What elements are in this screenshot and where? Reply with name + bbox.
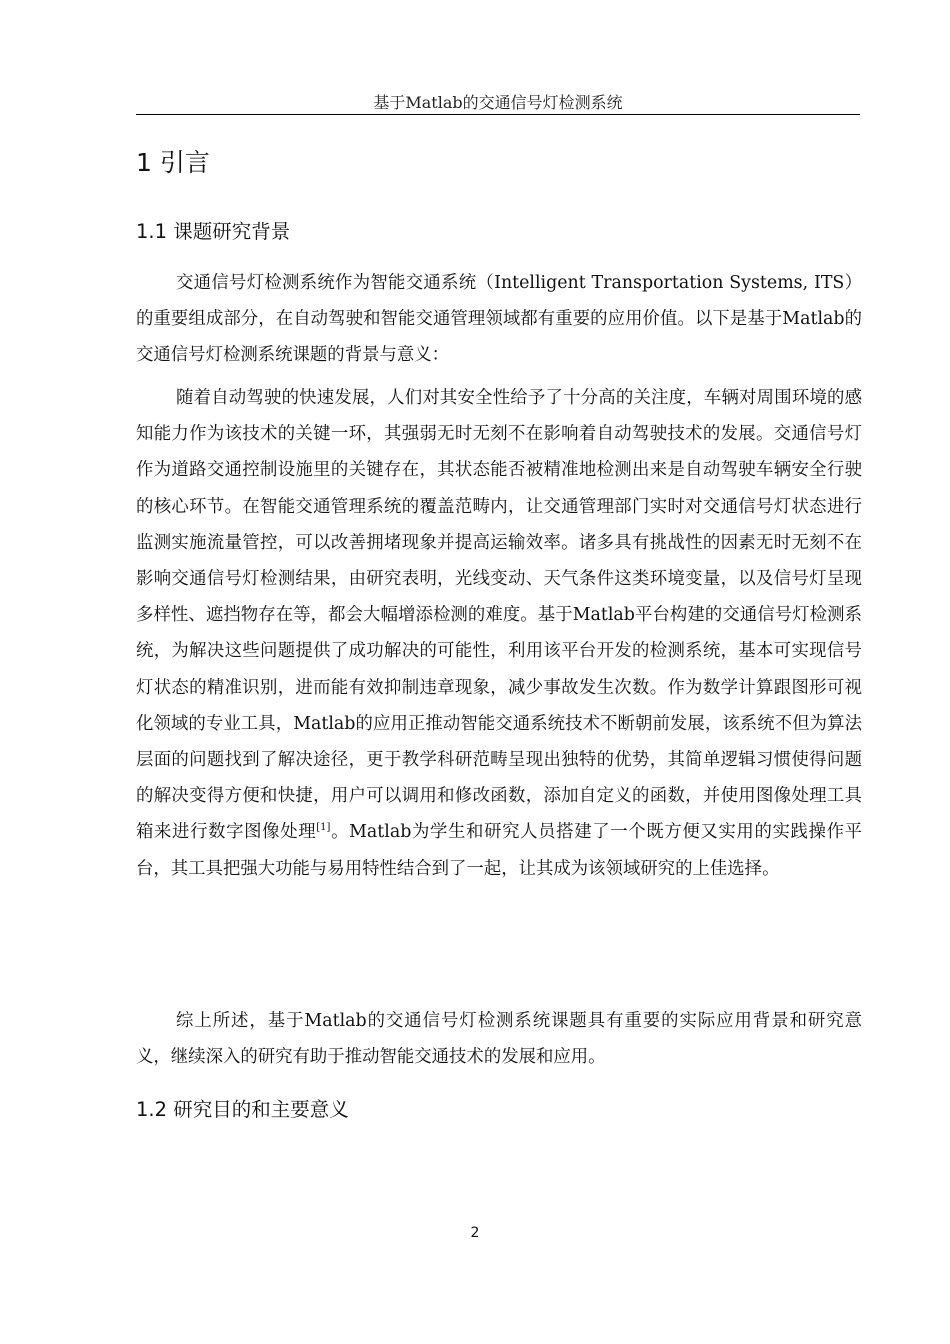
paragraph-2-text-b: 。Matlab为学生和研究人员搭建了一个既方便又实用的实践操作平台，其工具把强大功能与易用特性结合到了一起，让其成为该领域研究的上佳选择。: [136, 822, 862, 879]
paragraph-1: 交通信号灯检测系统作为智能交通系统（Intelligent Transportation Systems, ITS）的重要组成部分，在自动驾驶和智能交通管理领域都有重要的应用价值。以下是基于Matlab的交通信号灯检测系统课题的背景与意义：: [136, 273, 862, 366]
paragraph-3: 综上所述，基于Matlab的交通信号灯检测系统课题具有重要的实际应用背景和研究意义，继续深入的研究有助于推动智能交通技术的发展和应用。: [136, 1011, 862, 1068]
paragraph-2: [136, 380, 862, 887]
page-number: 2: [470, 1225, 480, 1241]
citation-ref: [1]: [316, 822, 331, 834]
running-header-title: 基于Matlab的交通信号灯检测系统: [373, 93, 623, 112]
section-title-1-1: 1.1 课题研究背景: [136, 220, 291, 243]
section-title-1-2: 1.2 研究目的和主要意义: [136, 1098, 349, 1121]
paragraph-2-text-a: 随着自动驾驶的快速发展，人们对其安全性给予了十分高的关注度，车辆对周围环境的感知能力作为该技术的关键一环，其强弱无时无刻不在影响着自动驾驶技术的发展。交通信号灯作为道路交通控制设施里的关键存在，其状态能否被精准地检测出来是自动驾驶车辆安全行驶的核心环节。在智能交通管理系统的覆盖范畴内，让交通管理部门实时对交通信号灯状态进行监测实施流量管控，可以改善拥堵现象并提高运输效率。诸多具有挑战性的因素无时无刻不在影响交通信号灯检测结果，由研究表明，光线变动、天气条件这类环境变量，以及信号灯呈现多样性、遮挡物存在等，都会大幅增添检测的难度。基于Matlab平台构建的交通信号灯检测系统，为解决这些问题提供了成功解决的可能性，利用该平台开发的检测系统，基本可实现信号灯状态的精准识别，进而能有效抑制违章现象，减少事故发生次数。作为数学计算跟图形可视化领域的专业工具，Matlab的应用正推动智能交通系统技术不断朝前发展，该系统不但为算法层面的问题找到了解决途径，更于教学科研范畴呈现出独特的优势，其简单逻辑习惯使得问题的解决变得方便和快捷，用户可以调用和修改函数，添加自定义的函数，并使用图像处理工具箱来进行数字图像处理: [136, 388, 862, 843]
chapter-title: 1 引言: [136, 148, 210, 177]
running-header: [136, 92, 860, 115]
